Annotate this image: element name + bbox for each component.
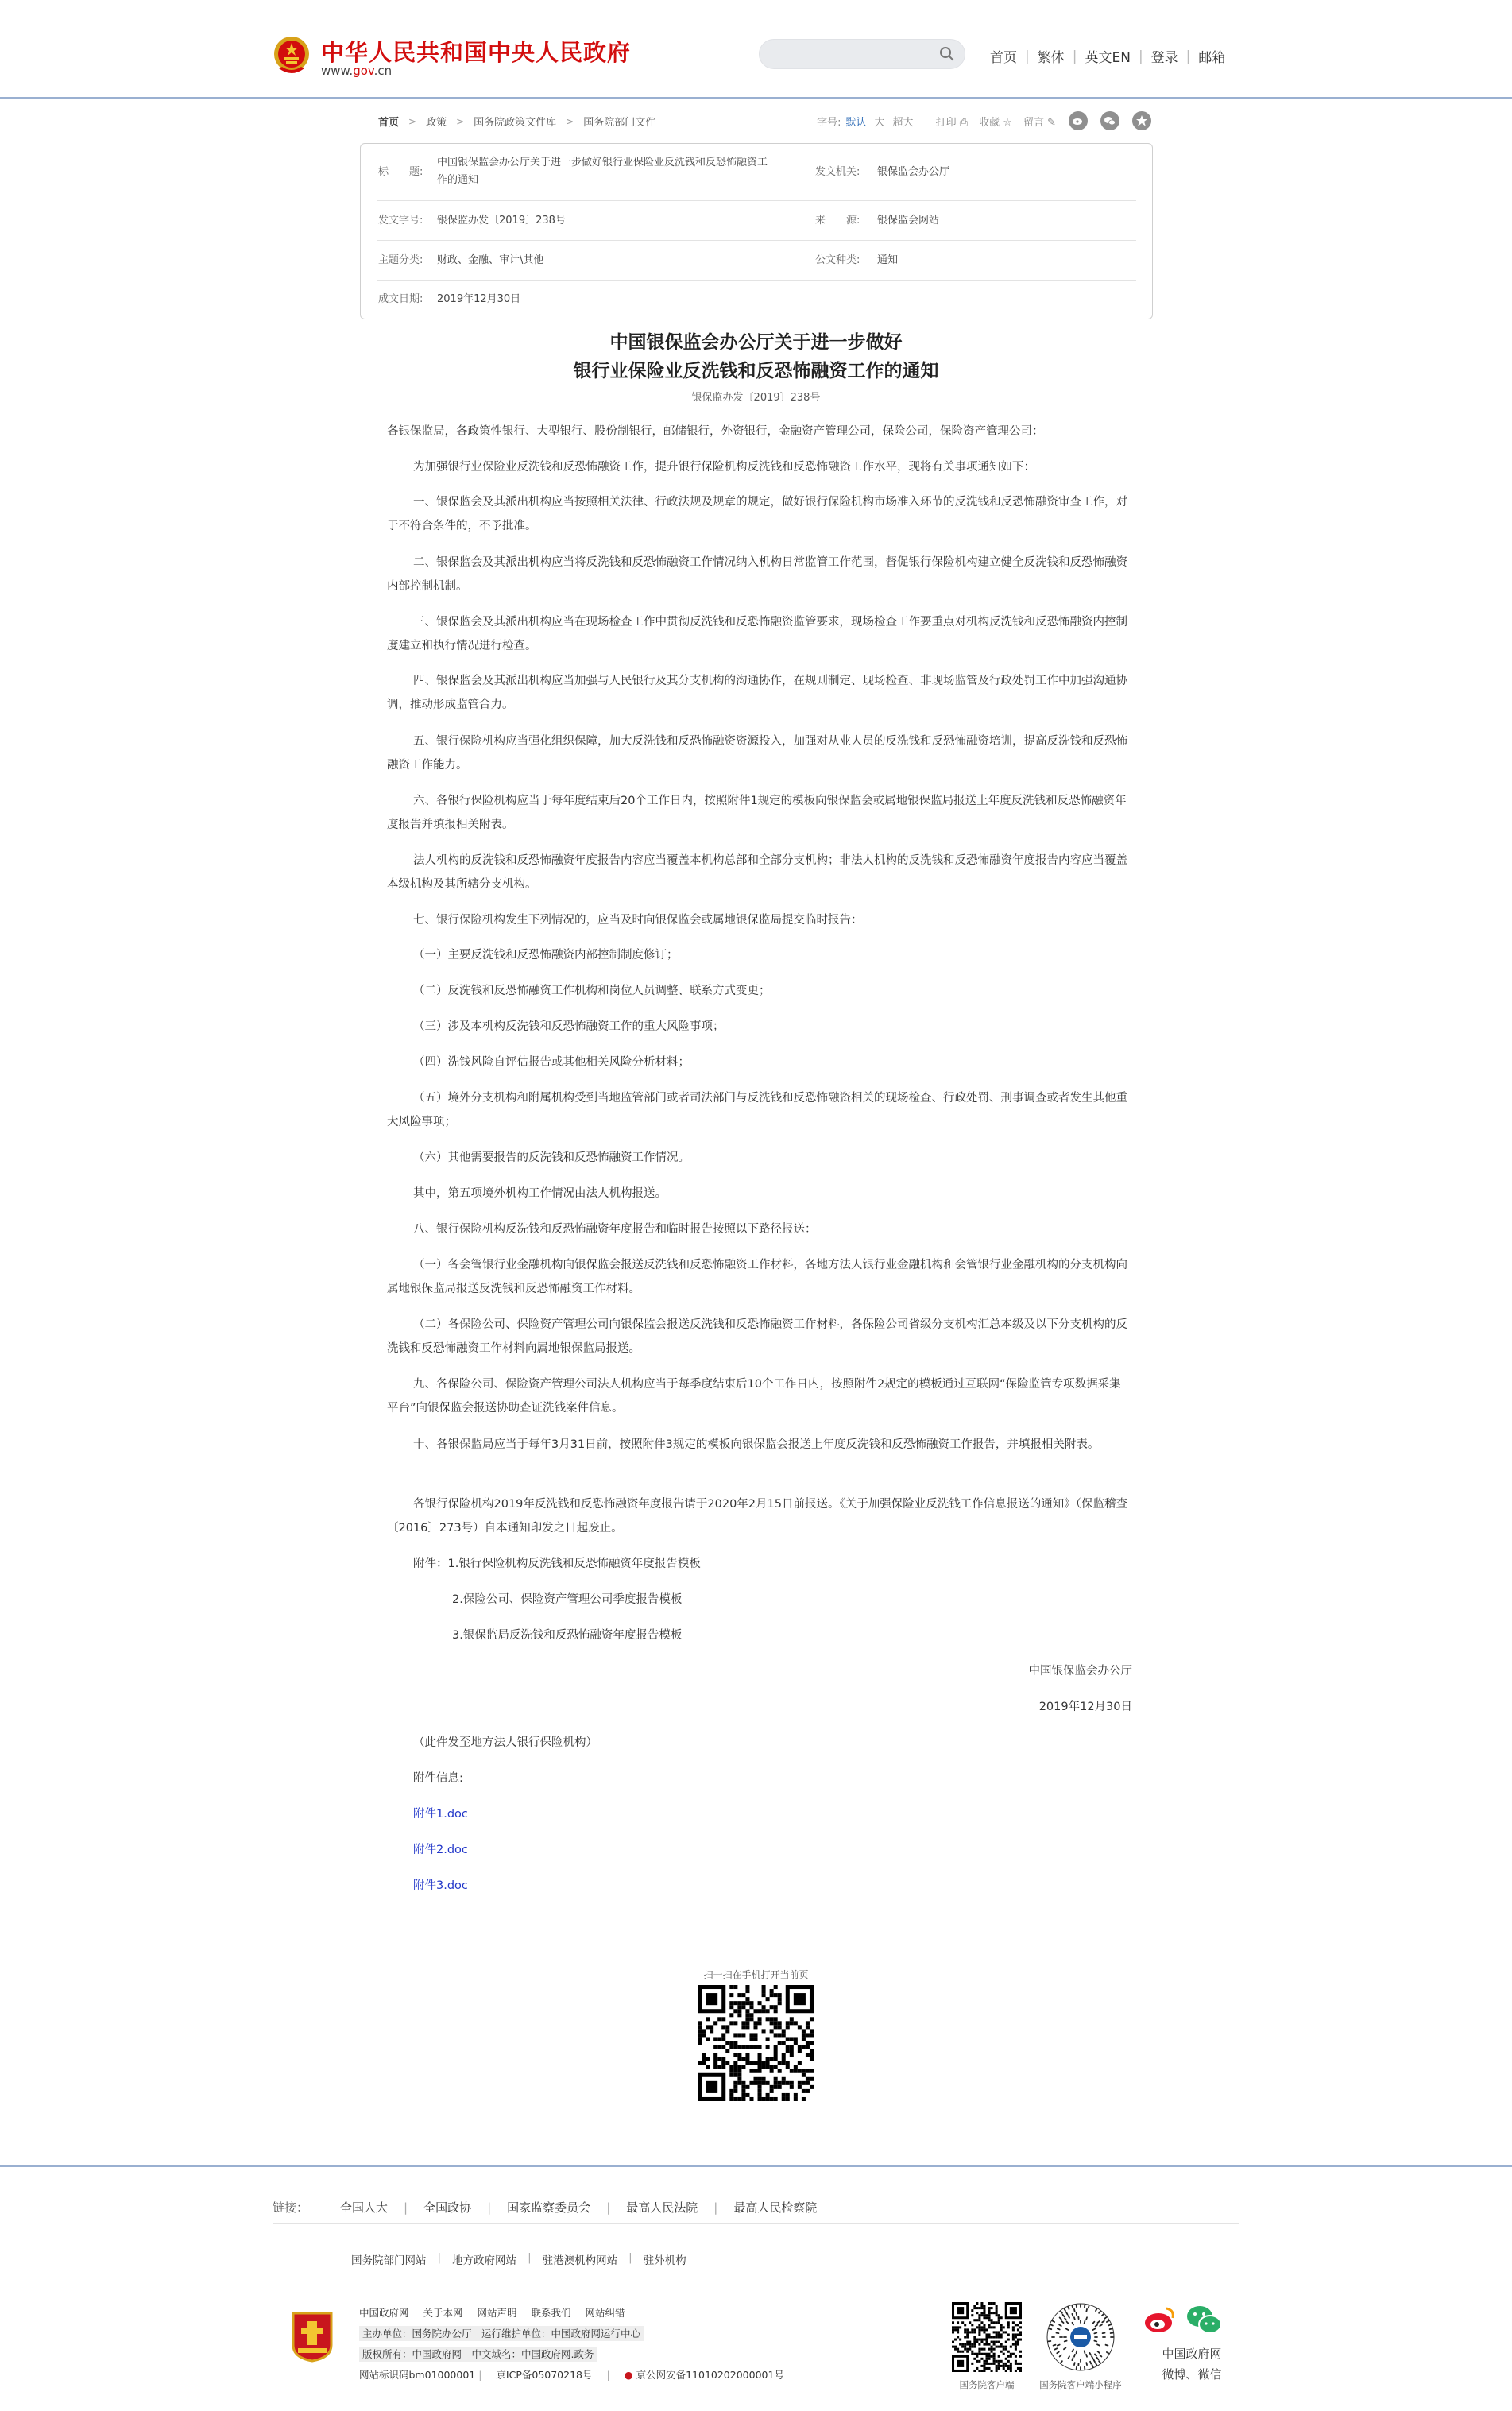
paragraph: 一、银保监会及其派出机构应当按照相关法律、行政法规及规章的规定，做好银行保险机构市场准入环节的反洗钱和反恐怖融资审查工作，对于不符合条件的，不予批准。 <box>387 496 1127 532</box>
attachment-link-2[interactable]: 附件2.doc <box>413 1844 468 1856</box>
footer-link-court[interactable]: 最高人民法院 <box>626 2200 698 2215</box>
source-label: 来 源: <box>815 215 860 226</box>
attachment-list-1: 附件：1.银行保险机构反洗钱和反恐怖融资年度报告模板 <box>413 1558 701 1570</box>
footer-copyright: 版权所有：中国政府网 中文域名：中国政府网.政务 <box>359 2347 597 2361</box>
footer-link-hk-macao[interactable]: 驻港澳机构网站 <box>542 2254 618 2267</box>
social-label-line2: 微博、微信 <box>1162 2367 1222 2382</box>
paragraph: 八、银行保险机构反洗钱和反恐怖融资年度报告和临时报告按照以下路径报送： <box>413 1223 817 1236</box>
paragraph: 法人机构的反洗钱和反恐怖融资年度报告内容应当覆盖本机构总部和全部分支机构；非法人机构的反洗钱和反恐怖融资年度报告内容应当覆盖本级机构及其所辖分支机构。 <box>387 854 1127 891</box>
document-title-line1: 中国银保监会办公厅关于进一步做好 <box>609 331 903 353</box>
footer-link-overseas[interactable]: 驻外机构 <box>643 2254 686 2267</box>
national-emblem-icon[interactable] <box>273 33 311 78</box>
miniprogram-qr-code <box>1046 2302 1116 2372</box>
paragraph: 各银行保险机构2019年反洗钱和反恐怖融资年度报告请于2020年2月15日前报送。《关于加强保险业反洗钱工作信息报送的通知》（保监稽查〔2016〕273号）自本通知印发之日起废止。 <box>387 1498 1127 1534</box>
attachment-list-2: 2.保险公司、保险资产管理公司季度报告模板 <box>452 1593 683 1606</box>
weibo-share-button[interactable] <box>1069 111 1088 130</box>
pencil-icon: ✎ <box>1047 116 1056 129</box>
weibo-icon[interactable] <box>1143 2304 1178 2336</box>
chevron-right-icon: > <box>456 115 465 127</box>
docno-value: 银保监办发〔2019〕238号 <box>437 215 566 226</box>
site-id: 网站标识码bm01000001 <box>359 2369 476 2381</box>
wechat-share-button[interactable] <box>1100 111 1119 130</box>
topic-label: 主题分类: <box>378 254 423 266</box>
topic-value: 财政、金融、审计\其他 <box>437 254 544 266</box>
qzone-icon <box>1135 114 1148 127</box>
breadcrumb-policy-library[interactable]: 国务院政策文件库 <box>474 117 557 129</box>
paragraph: （二）各保险公司、保险资产管理公司向银保监会报送反洗钱和反恐怖融资工作材料，各保险公司省级分支机构汇总本级及以下分支机构的反洗钱和反恐怖融资工作材料向属地银保监局报送。 <box>387 1318 1127 1355</box>
qr-label: 扫一扫在手机打开当前页 <box>703 1969 809 1980</box>
footer-link-supervision[interactable]: 国家监察委员会 <box>507 2200 591 2215</box>
paragraph: 五、银行保险机构应当强化组织保障，加大反洗钱和反恐怖融资资源投入，加强对从业人员的反洗钱和反恐怖融资培训，提高反洗钱和反恐怖融资工作能力。 <box>387 735 1127 772</box>
police-badge-icon: ● <box>624 2369 633 2381</box>
paragraph: （五）境外分支机构和附属机构受到当地监管部门或者司法部门与反洗钱和反恐怖融资相关的现场检查、行政处罚、刑事调查或者发生其他重大风险事项； <box>387 1092 1127 1128</box>
paragraph: （一）主要反洗钱和反恐怖融资内部控制制度修订； <box>413 949 679 962</box>
nav-mail[interactable]: 邮箱 <box>1198 50 1226 66</box>
document-info-box <box>360 143 1153 319</box>
search-input[interactable] <box>759 39 965 69</box>
paragraph: 九、各保险公司、保险资产管理公司法人机构应当于每季度结束后10个工作日内，按照附件2规定的模板通过互联网“保险监管专项数据采集平台”向银保监会报送协助查证洗钱案件信息。 <box>387 1378 1121 1414</box>
addressees: 各银保监局，各政策性银行、大型银行、股份制银行，邮储银行，外资银行，金融资产管理公司，保险公司，保险资产管理公司： <box>387 425 1044 438</box>
docno-label: 发文字号: <box>378 215 423 226</box>
footer-link-npc[interactable]: 全国人大 <box>340 2200 389 2215</box>
source-value: 银保监会网站 <box>877 215 940 226</box>
breadcrumb-bar <box>362 105 1151 137</box>
issuer-label: 发文机关: <box>815 166 860 178</box>
paragraph: 为加强银行业保险业反洗钱和反恐怖融资工作，提升银行保险机构反洗钱和反恐怖融资工作水平，现将有关事项通知如下： <box>413 461 1035 474</box>
issuer-value: 银保监会办公厅 <box>877 166 950 178</box>
breadcrumb-policy[interactable]: 政策 <box>426 117 447 129</box>
links-label: 链接： <box>273 2200 309 2215</box>
footer-contact-link[interactable]: 联系我们 <box>531 2307 571 2319</box>
qzone-share-button[interactable] <box>1132 111 1151 130</box>
footer-statement-link[interactable]: 网站声明 <box>477 2307 517 2319</box>
signature: 中国银保监会办公厅 <box>1028 1665 1132 1678</box>
print-button[interactable]: 打印 ⎙ <box>935 116 969 129</box>
breadcrumb-dept-files[interactable]: 国务院部门文件 <box>583 117 656 129</box>
info-row-docno <box>377 201 1136 241</box>
page-qr-code <box>698 1985 814 2101</box>
footer-info-links <box>359 2305 636 2320</box>
paragraph: 其中，第五项境外机构工作情况由法人机构报送。 <box>413 1187 667 1200</box>
favorite-button[interactable]: 收藏 ☆ <box>979 116 1012 129</box>
paragraph: 三、银保监会及其派出机构应当在现场检查工作中贯彻反洗钱和反恐怖融资监管要求，现场检查工作要重点对机构反洗钱和反恐怖融资内控制度建立和执行情况进行检查。 <box>387 616 1127 652</box>
miniprogram-qr-label: 国务院客户端小程序 <box>1039 2379 1122 2390</box>
paragraph: 十、各银保监局应当于每年3月31日前，按照附件3规定的模板向银保监会报送上年度反洗钱和反恐怖融资工作报告，并填报相关附表。 <box>413 1438 1100 1451</box>
site-domain: www.gov.cn <box>321 64 393 78</box>
footer-sponsor: 主办单位：国务院办公厅 运行维护单位：中国政府网运行中心 <box>359 2326 644 2340</box>
wechat-icon[interactable] <box>1185 2304 1224 2336</box>
chevron-right-icon: > <box>566 115 574 127</box>
site-footer <box>0 2165 1512 2411</box>
top-nav: 首页 | 繁体 | 英文EN | 登录 | 邮箱 <box>982 46 1233 66</box>
breadcrumb <box>378 114 655 129</box>
date-value: 2019年12月30日 <box>437 293 521 305</box>
font-size-label: 字号: <box>817 116 841 129</box>
paragraph: 七、银行保险机构发生下列情况的，应当及时向银保监会或属地银保监局提交临时报告： <box>413 914 863 927</box>
footer-links-secondary: 国务院部门网站 | 地方政府网站 | 驻港澳机构网站 | 驻外机构 <box>340 2251 698 2267</box>
title-label: 标 题: <box>378 166 423 178</box>
paragraph: 二、银保监会及其派出机构应当将反洗钱和反恐怖融资工作情况纳入机构日常监管工作范围，督促银行保险机构建立健全反洗钱和反恐怖融资内部控制机制。 <box>387 556 1127 593</box>
paragraph: （一）各会管银行业金融机构向银保监会报送反洗钱和反恐怖融资工作材料，各地方法人银行业金融机构和会管银行业金融机构的分支机构向属地银保监局报送反洗钱和反恐怖融资工作材料。 <box>387 1259 1127 1295</box>
info-row-date <box>377 281 1136 319</box>
attachment-link-1[interactable]: 附件1.doc <box>413 1808 468 1821</box>
info-row-topic <box>377 241 1136 281</box>
nav-home[interactable]: 首页 <box>990 50 1017 66</box>
font-default-button[interactable]: 默认 <box>845 116 867 129</box>
star-icon: ☆ <box>1003 116 1012 129</box>
title-value-line2: 作的通知 <box>437 174 479 186</box>
app-qr-code <box>952 2302 1022 2372</box>
footer-report-error-link[interactable]: 网站纠错 <box>585 2307 625 2319</box>
paragraph: 六、各银行保险机构应当于每年度结束后20个工作日内，按照附件1规定的模板向银保监会或属地银保监局报送上年度反洗钱和反恐怖融资年度报告并填报相关附表。 <box>387 795 1127 831</box>
type-label: 公文种类: <box>815 254 860 266</box>
attachment-link-3[interactable]: 附件3.doc <box>413 1879 468 1892</box>
footer-links: 链接： 全国人大 | 全国政协 | 国家监察委员会 | 最高人民法院 | 最高人民检察院 <box>273 2191 1239 2224</box>
icp-record-link[interactable]: 京ICP备05070218号 <box>496 2369 593 2381</box>
site-title[interactable]: 中华人民共和国中央人民政府 <box>321 39 632 66</box>
paragraph: （四）洗钱风险自评估报告或其他相关风险分析材料； <box>413 1056 690 1069</box>
app-qr-label: 国务院客户端 <box>959 2379 1015 2390</box>
nav-login[interactable]: 登录 <box>1150 50 1178 66</box>
info-row-title <box>377 144 1136 201</box>
police-record-link[interactable]: 京公网安备11010202000001号 <box>636 2369 784 2381</box>
printer-icon: ⎙ <box>959 116 969 129</box>
font-large-button[interactable]: 大 <box>874 116 885 129</box>
footer-records: 网站标识码bm01000001 | 京ICP备05070218号 | ● 京公网安备11010202000001号 <box>359 2369 784 2381</box>
page-tools <box>817 111 1151 130</box>
type-value: 通知 <box>877 254 899 266</box>
site-header <box>0 0 1512 99</box>
wechat-icon <box>1104 114 1116 127</box>
footer-link-procuratorate[interactable]: 最高人民检察院 <box>733 2200 818 2215</box>
document-number: 银保监办发〔2019〕238号 <box>691 392 821 404</box>
paragraph: （二）反洗钱和反恐怖融资工作机构和岗位人员调整、联系方式变更； <box>413 985 771 997</box>
document-title-line2: 银行业保险业反洗钱和反恐怖融资工作的通知 <box>573 360 939 381</box>
footer-link-cppcc[interactable]: 全国政协 <box>423 2200 472 2215</box>
nav-english[interactable]: 英文EN <box>1085 50 1131 66</box>
font-xlarge-button[interactable]: 超大 <box>892 116 914 129</box>
footer-about-link[interactable]: 关于本网 <box>423 2307 463 2319</box>
paragraph: 四、银保监会及其派出机构应当加强与人民银行及其分支机构的沟通协作，在规则制定、现场检查、非现场监管及行政处罚工作中加强沟通协调，推动形成监管合力。 <box>387 675 1127 711</box>
attachment-list-3: 3.银保监局反洗钱和反恐怖融资年度报告模板 <box>452 1629 683 1642</box>
comment-button[interactable]: 留言 ✎ <box>1023 116 1056 129</box>
paragraph: （六）其他需要报告的反洗钱和反恐怖融资工作情况。 <box>413 1151 690 1164</box>
social-label-line1: 中国政府网 <box>1162 2347 1222 2361</box>
weibo-icon <box>1072 114 1085 127</box>
distribution-note: （此件发至地方法人银行保险机构） <box>413 1736 597 1749</box>
nav-traditional[interactable]: 繁体 <box>1037 50 1065 66</box>
footer-gov-link[interactable]: 中国政府网 <box>359 2307 409 2319</box>
gov-party-emblem-icon <box>290 2310 334 2363</box>
sign-date: 2019年12月30日 <box>1038 1701 1132 1713</box>
footer-link-local[interactable]: 地方政府网站 <box>452 2254 517 2267</box>
date-label: 成文日期: <box>378 293 423 305</box>
title-value-line1: 中国银保监会办公厅关于进一步做好银行业保险业反洗钱和反恐怖融资工 <box>437 157 768 168</box>
paragraph: （三）涉及本机构反洗钱和反恐怖融资工作的重大风险事项； <box>413 1020 725 1033</box>
attachment-info-label: 附件信息: <box>413 1772 463 1785</box>
breadcrumb-home[interactable]: 首页 <box>378 117 400 129</box>
chevron-right-icon: > <box>408 115 417 127</box>
footer-link-departments[interactable]: 国务院部门网站 <box>351 2254 427 2267</box>
search-icon[interactable] <box>939 46 955 62</box>
